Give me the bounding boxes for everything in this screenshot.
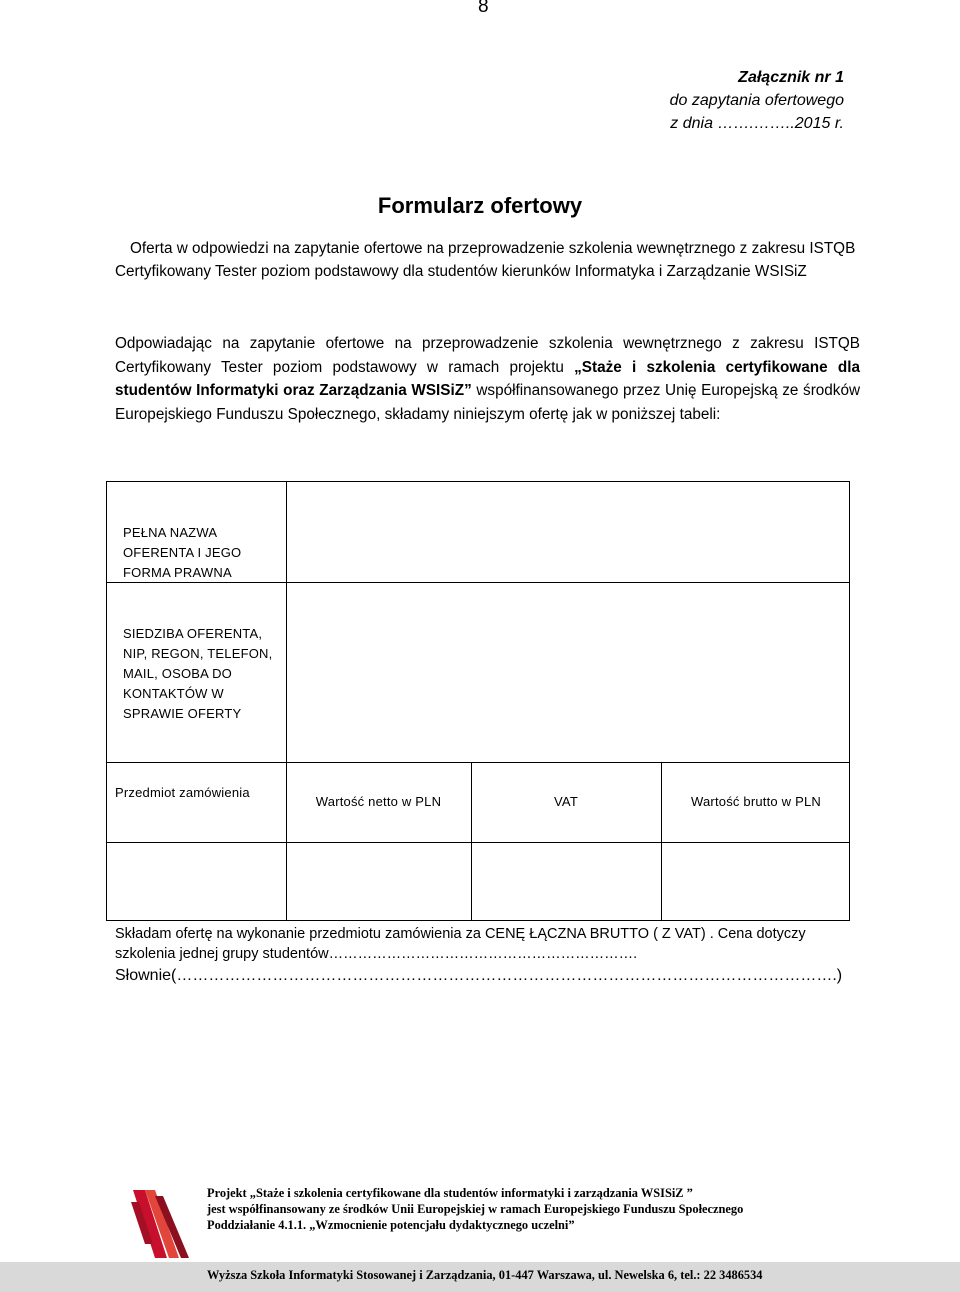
body-text-part2: współfinansowanego przez Unię Europejską ze środków Europejskiego Funduszu Społecznego, składamy niniejszym ofertę jak w poniższej tabeli:: [115, 382, 861, 423]
price-statement: [115, 924, 855, 988]
annex-header: [670, 66, 844, 135]
footer-address: Wyższa Szkoła Informatyki Stosowanej i Zarządzania, 01-447 Warszawa, ul. Newelska 6, tel.: 22 3486534: [207, 1268, 763, 1282]
table-divider: [106, 842, 850, 843]
footer-subaction-line: Poddziałanie 4.1.1. „Wzmocnienie potencjału dydaktycznego uczelni”: [207, 1218, 575, 1232]
net-value-field[interactable]: [286, 842, 471, 921]
page-number: 8: [478, 0, 489, 17]
vat-header: VAT: [554, 794, 578, 809]
wsisiz-logo-icon: [131, 1188, 193, 1260]
page-title: Formularz ofertowy: [377, 193, 583, 218]
subject-header: Przedmiot zamówienia: [115, 785, 250, 800]
table-divider: [286, 582, 287, 762]
offerer-details-field[interactable]: [286, 582, 850, 762]
offerer-details-label: SIEDZIBA OFERENTA, NIP, REGON, TELEFON, MAIL, OSOBA DO KONTAKTÓW W SPRAWIE OFERTY: [123, 626, 273, 721]
table-divider: [106, 762, 850, 763]
intro-paragraph: Oferta w odpowiedzi na zapytanie ofertowe na przeprowadzenie szkolenia wewnętrznego z zakresu ISTQB Certyfikowany Tester poziom podstawowy dla studentów kierunków Informatyka i Zarządzanie WSISiZ: [115, 240, 856, 280]
project-name: „Staże i szkolenia certyfikowane dla studentów Informatyki oraz Zarządzania WSISiZ”: [115, 358, 860, 399]
net-value-header: Wartość netto w PLN: [315, 794, 442, 809]
annex-date: z dnia …….……..2015 r.: [670, 115, 844, 132]
table-divider: [106, 582, 850, 583]
body-text-part1: Odpowiadając na zapytanie ofertowe na przeprowadzenie szkolenia wewnętrznego z zakresu ISTQB Certyfikowany Tester poziom podstawowy w ramach projektu: [115, 335, 860, 376]
annex-reference: do zapytania ofertowego: [669, 92, 844, 109]
table-divider: [286, 481, 287, 582]
footer-address-bar: [0, 1262, 960, 1292]
price-in-words: Słownie(…………………………………………………………………………………………………………….): [115, 967, 843, 984]
gross-value-header: Wartość brutto w PLN: [691, 794, 821, 809]
subject-field[interactable]: [106, 842, 286, 921]
project-footer: [207, 1185, 743, 1233]
annex-number: Załącznik nr 1: [738, 69, 844, 86]
vat-field[interactable]: [471, 842, 661, 921]
offer-table: [106, 481, 850, 921]
footer-project-line: Projekt „Staże i szkolenia certyfikowane dla studentów informatyki i zarządzania WSISiZ ”: [207, 1186, 693, 1200]
offerer-name-field[interactable]: [286, 481, 850, 582]
body-paragraph: [115, 332, 860, 426]
gross-value-field[interactable]: [661, 842, 850, 921]
price-statement-text: Składam ofertę na wykonanie przedmiotu zamówienia za CENĘ ŁĄCZNA BRUTTO ( Z VAT) . Cena dotyczy szkolenia jednej grupy studentów……………………………………………………….: [115, 926, 806, 962]
offerer-name-label: PEŁNA NAZWA OFERENTA I JEGO FORMA PRAWNA: [123, 525, 242, 580]
footer-funding-line: jest współfinansowany ze środków Unii Europejskiej w ramach Europejskiego Funduszu Społecznego: [207, 1202, 744, 1216]
